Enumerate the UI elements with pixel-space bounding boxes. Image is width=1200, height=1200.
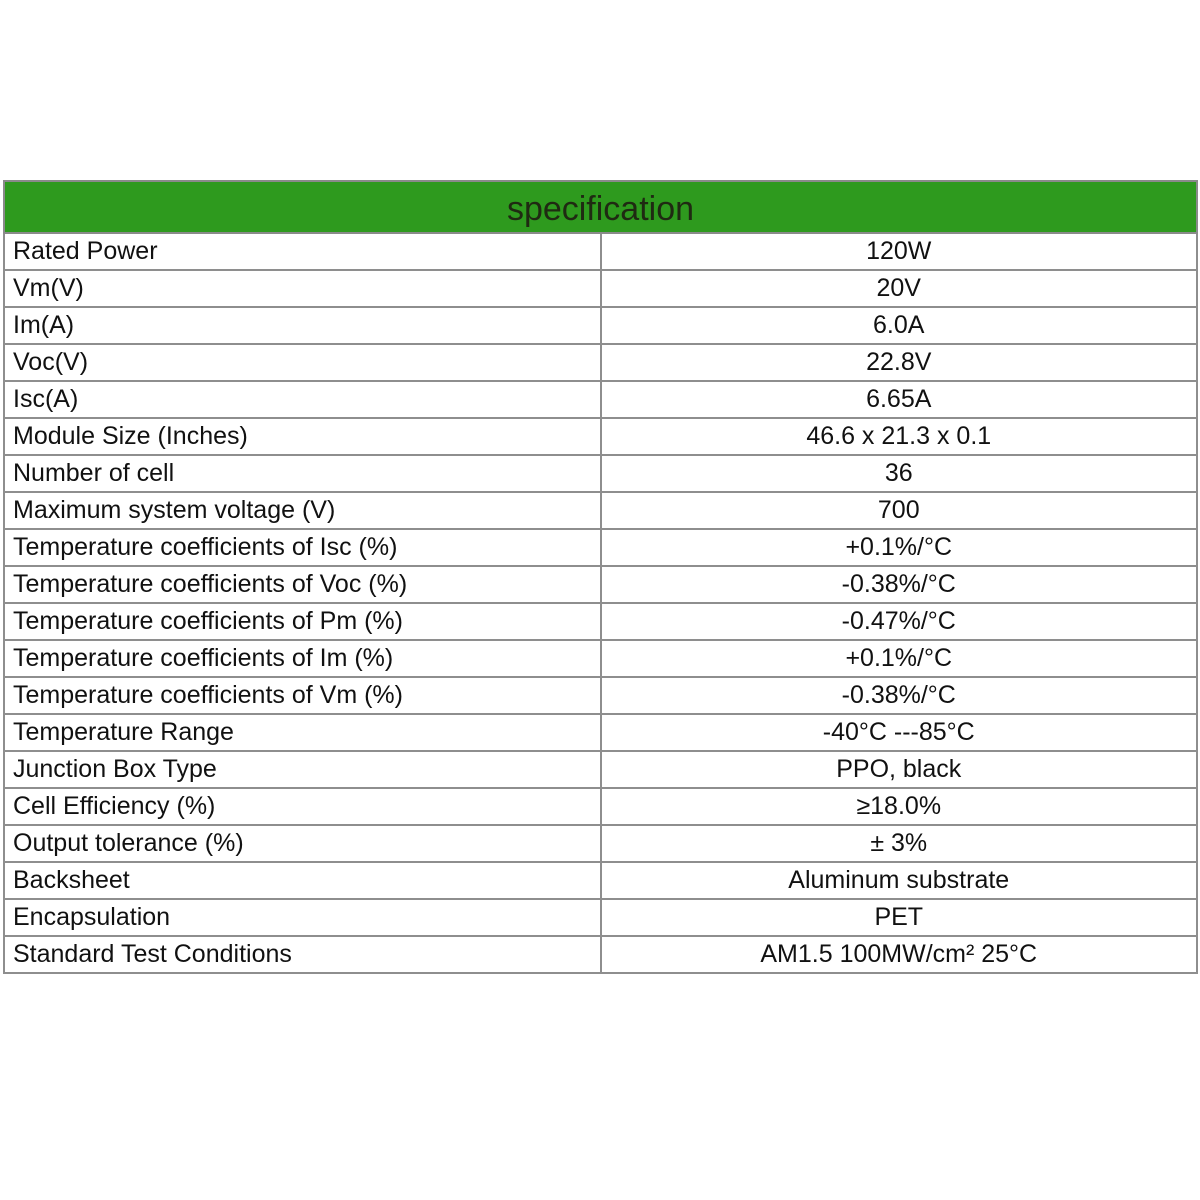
spec-label: Temperature coefficients of Im (%) — [4, 640, 601, 677]
spec-value: 36 — [601, 455, 1198, 492]
spec-label: Temperature coefficients of Isc (%) — [4, 529, 601, 566]
spec-label: Cell Efficiency (%) — [4, 788, 601, 825]
spec-value: +0.1%/°C — [601, 529, 1198, 566]
table-row — [4, 492, 1197, 529]
table-row — [4, 381, 1197, 418]
table-row — [4, 529, 1197, 566]
spec-value: -0.47%/°C — [601, 603, 1198, 640]
spec-value: ± 3% — [601, 825, 1198, 862]
spec-value: AM1.5 100MW/cm² 25°C — [601, 936, 1198, 973]
table-row — [4, 899, 1197, 936]
spec-label: Temperature coefficients of Pm (%) — [4, 603, 601, 640]
table-row — [4, 862, 1197, 899]
table-row — [4, 825, 1197, 862]
spec-label: Temperature coefficients of Voc (%) — [4, 566, 601, 603]
table-header-row — [4, 181, 1197, 233]
spec-value: 22.8V — [601, 344, 1198, 381]
table-row — [4, 677, 1197, 714]
table-row — [4, 788, 1197, 825]
spec-value: 6.65A — [601, 381, 1198, 418]
table-row — [4, 270, 1197, 307]
spec-value: PPO, black — [601, 751, 1198, 788]
table-row — [4, 455, 1197, 492]
spec-value: 20V — [601, 270, 1198, 307]
spec-value: PET — [601, 899, 1198, 936]
spec-label: Number of cell — [4, 455, 601, 492]
table-row — [4, 936, 1197, 973]
spec-label: Backsheet — [4, 862, 601, 899]
spec-label: Temperature Range — [4, 714, 601, 751]
table-row — [4, 751, 1197, 788]
spec-value: -0.38%/°C — [601, 677, 1198, 714]
spec-label: Output tolerance (%) — [4, 825, 601, 862]
spec-label: Temperature coefficients of Vm (%) — [4, 677, 601, 714]
spec-value: ≥18.0% — [601, 788, 1198, 825]
spec-label: Voc(V) — [4, 344, 601, 381]
spec-value: 6.0A — [601, 307, 1198, 344]
spec-label: Encapsulation — [4, 899, 601, 936]
table-row — [4, 344, 1197, 381]
spec-value: 700 — [601, 492, 1198, 529]
spec-value: -40°C ---85°C — [601, 714, 1198, 751]
table-row — [4, 418, 1197, 455]
spec-label: Module Size (Inches) — [4, 418, 601, 455]
table-row — [4, 566, 1197, 603]
spec-value: Aluminum substrate — [601, 862, 1198, 899]
table-body — [4, 233, 1197, 973]
spec-value: -0.38%/°C — [601, 566, 1198, 603]
spec-value: +0.1%/°C — [601, 640, 1198, 677]
spec-label: Vm(V) — [4, 270, 601, 307]
spec-label: Rated Power — [4, 233, 601, 270]
specification-table — [3, 180, 1198, 974]
spec-value: 120W — [601, 233, 1198, 270]
spec-value: 46.6 x 21.3 x 0.1 — [601, 418, 1198, 455]
spec-label: Maximum system voltage (V) — [4, 492, 601, 529]
table-row — [4, 640, 1197, 677]
table-title: specification — [4, 181, 1197, 233]
table-row — [4, 233, 1197, 270]
spec-label: Junction Box Type — [4, 751, 601, 788]
spec-label: Standard Test Conditions — [4, 936, 601, 973]
table-row — [4, 714, 1197, 751]
table-row — [4, 603, 1197, 640]
spec-label: Isc(A) — [4, 381, 601, 418]
spec-label: Im(A) — [4, 307, 601, 344]
table-row — [4, 307, 1197, 344]
